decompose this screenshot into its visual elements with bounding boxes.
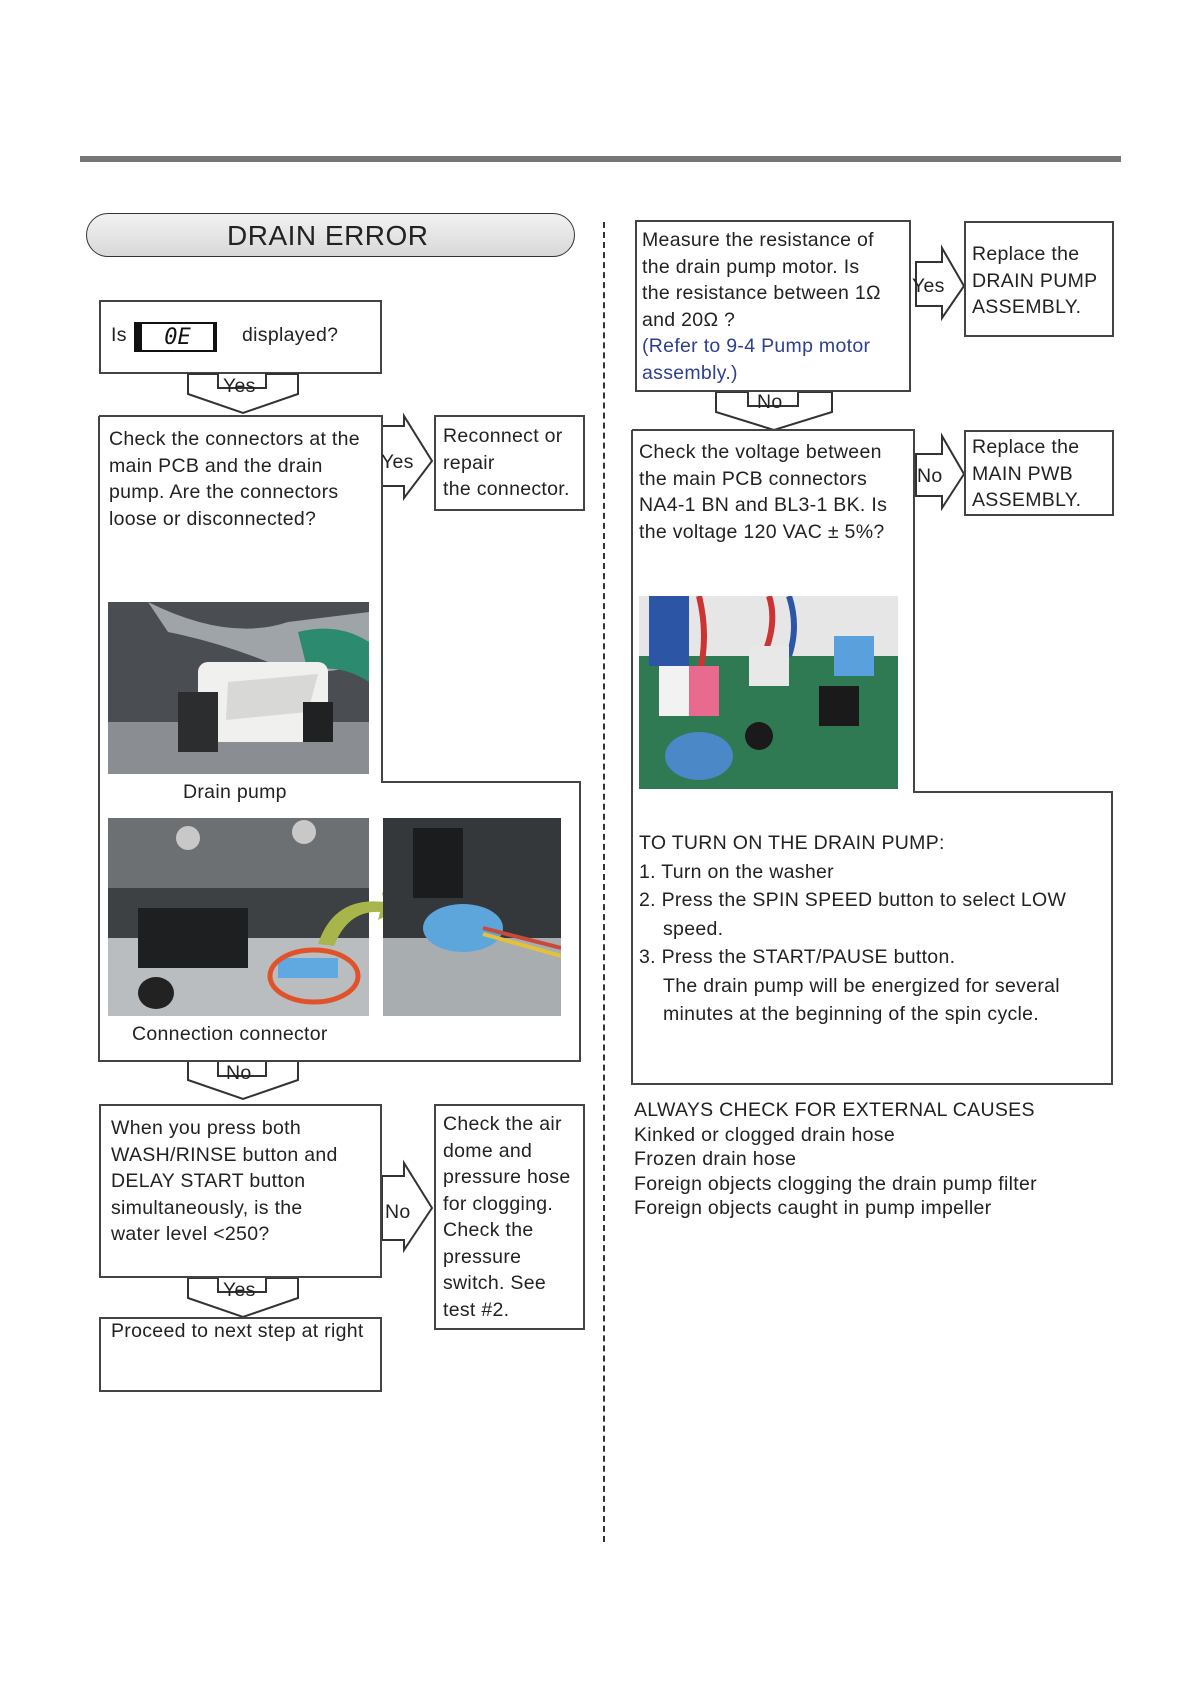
external-cause-item: Foreign objects caught in pump impeller (634, 1197, 992, 1219)
q2-no-label: No (226, 1062, 252, 1084)
connector-photo-2 (383, 818, 561, 1016)
pcb-connector-photo (639, 596, 898, 789)
external-cause-item: Foreign objects clogging the drain pump filter (634, 1172, 1037, 1195)
q1-suffix: displayed? (242, 324, 339, 346)
r1-reference: (Refer to 9-4 Pump motor assembly.) (642, 335, 871, 384)
q1-prefix: Is (111, 324, 127, 346)
drain-pump-caption: Drain pump (183, 781, 287, 803)
external-causes-heading: ALWAYS CHECK FOR EXTERNAL CAUSES (634, 1099, 1035, 1121)
result-air-dome-text: Check the air dome and pressure hose for clogging. Check the pressure switch. See test #2. (443, 1113, 571, 1321)
turn-on-step: 3. Press the START/PAUSE button. (639, 946, 956, 968)
external-cause-item: Frozen drain hose (634, 1148, 797, 1170)
turn-on-heading: TO TURN ON THE DRAIN PUMP: (639, 832, 945, 854)
turn-on-instructions (639, 829, 1109, 1029)
connection-connector-caption: Connection connector (132, 1023, 328, 1045)
turn-on-step: The drain pump will be energized for several (663, 974, 1060, 997)
turn-on-step: 2. Press the SPIN SPEED button to select LOW (639, 889, 1067, 911)
r1-yes-label: Yes (912, 275, 945, 297)
lcd-error-code: 0E (134, 322, 217, 352)
turn-on-step: minutes at the beginning of the spin cycle. (663, 1003, 1040, 1025)
external-causes (634, 1098, 1114, 1221)
external-cause-item: Kinked or clogged drain hose (634, 1123, 895, 1146)
q3-text: When you press both WASH/RINSE button and DELAY START button simultaneously, is the water level <250? (111, 1117, 338, 1245)
r1-text: Measure the resistance of the drain pump motor. Is the resistance between 1Ω and 20Ω ? (642, 229, 881, 331)
r1-no-label: No (757, 391, 783, 413)
turn-on-step: 1. Turn on the washer (639, 860, 834, 883)
q3-yes-label: Yes (223, 1279, 256, 1301)
q3-no-label: No (385, 1201, 411, 1223)
turn-on-step: speed. (663, 917, 724, 940)
result-reconnect-text: Reconnect or repair the connector. (443, 425, 570, 500)
q2-text: Check the connectors at the main PCB and the drain pump. Are the connectors loose or disconnected? (109, 428, 360, 530)
final-step-text: Proceed to next step at right (111, 1320, 364, 1342)
result-main-pwb-text: Replace the MAIN PWB ASSEMBLY. (972, 436, 1082, 511)
page-title: DRAIN ERROR (86, 213, 575, 257)
q1-yes-label: Yes (223, 375, 256, 397)
r2-text: Check the voltage between the main PCB connectors NA4-1 BN and BL3-1 BK. Is the voltage 120 VAC ± 5%? (639, 441, 888, 543)
drain-pump-photo (108, 602, 369, 774)
r2-no-label: No (917, 465, 943, 487)
q2-yes-label: Yes (381, 451, 414, 473)
result-drain-pump-text: Replace the DRAIN PUMP ASSEMBLY. (972, 243, 1098, 318)
